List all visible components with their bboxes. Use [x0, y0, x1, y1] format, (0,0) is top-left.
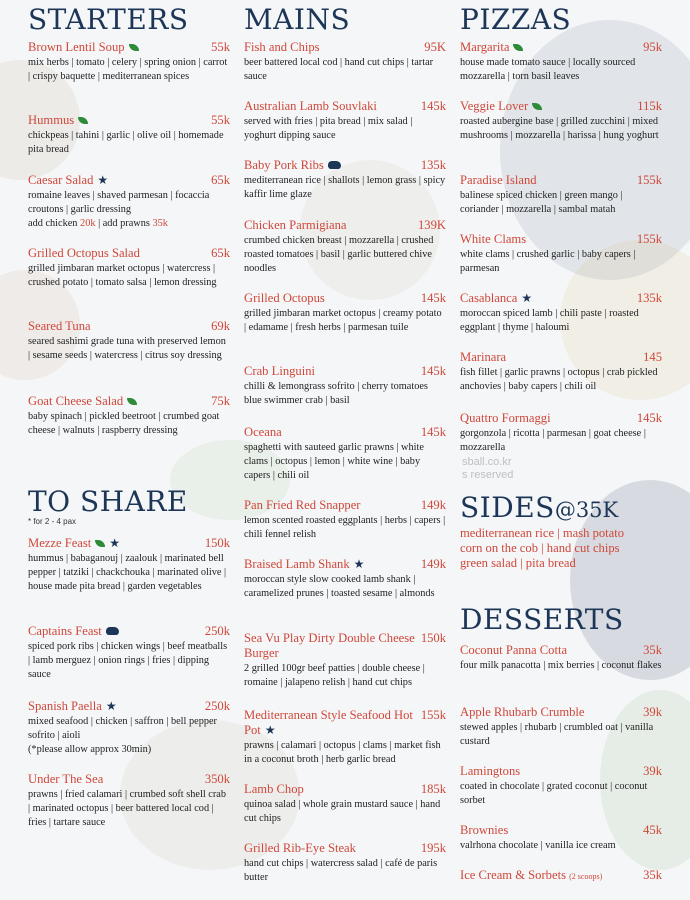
- menu-item-header: [460, 823, 662, 838]
- menu-item-grilled-octopus: [244, 291, 446, 335]
- menu-item-addons: [28, 217, 230, 231]
- menu-item-price: 149k: [420, 498, 446, 512]
- menu-item-name-text: Hummus: [28, 113, 75, 127]
- menu-item-header: [244, 708, 446, 738]
- menu-item-price: 250k: [204, 699, 230, 713]
- menu-item-price: 250k: [204, 624, 230, 638]
- leaf-icon: [532, 103, 542, 110]
- menu-item-name-text: Brownies: [460, 823, 509, 837]
- star-icon: ★: [97, 172, 109, 187]
- menu-item-header: [460, 411, 662, 426]
- menu-item-price: 75k: [211, 394, 230, 408]
- menu-item-crab-linguini: [244, 364, 446, 408]
- menu-item-name: [28, 699, 117, 714]
- menu-item-spanish-paella: [28, 699, 230, 758]
- menu-item-name-text: Ice Cream & Sorbets: [460, 868, 566, 882]
- menu-item-price: 139K: [418, 218, 446, 232]
- pig-icon: [328, 161, 341, 169]
- menu-item-name: [460, 232, 526, 247]
- menu-item-header: [28, 394, 230, 409]
- menu-item-description: balinese spiced chicken | green mango | coriander | mozzarella | sambal matah: [460, 190, 623, 216]
- star-icon: ★: [521, 290, 533, 305]
- menu-item-header: [460, 291, 662, 306]
- menu-item-name: [28, 173, 108, 188]
- menu-item-name: [244, 425, 282, 440]
- menu-item-price: 195k: [420, 841, 446, 855]
- menu-item-name-text: Mediterranean Style Seafood Hot Pot: [244, 708, 413, 737]
- menu-item-name-text: Sea Vu Play Dirty Double Cheese Burger: [244, 631, 415, 660]
- menu-item-price: 135k: [420, 158, 446, 172]
- leaf-icon: [127, 398, 137, 405]
- menu-item-name: [244, 291, 325, 306]
- menu-item-name: [460, 350, 506, 365]
- menu-item-description: grilled jimbaran market octopus | watercress | crushed potato | tomato salsa | lemon dressing: [28, 263, 217, 289]
- menu-item-hummus: [28, 113, 230, 157]
- menu-item-description: spiced pork ribs | chicken wings | beef meatballs | lamb merguez | onion rings | fries | dipping sauce: [28, 641, 228, 681]
- pig-icon: [106, 627, 119, 635]
- menu-item-name: [460, 705, 585, 720]
- pizzas-heading: PIZZAS: [460, 3, 572, 36]
- menu-item-description: romaine leaves | shaved parmesan | focaccia croutons | garlic dressing: [28, 190, 210, 216]
- menu-item-name: [460, 411, 551, 426]
- menu-item-price: 65k: [211, 246, 230, 260]
- menu-item-name: [244, 40, 320, 55]
- menu-item-header: [244, 218, 446, 233]
- menu-item-name-text: Grilled Rib-Eye Steak: [244, 841, 356, 855]
- watermark-line: s reserved: [462, 469, 514, 481]
- menu-item-name: [460, 173, 537, 188]
- menu-item-header: [28, 699, 230, 714]
- menu-item-name-text: Seared Tuna: [28, 319, 91, 333]
- menu-item-name: [244, 631, 417, 661]
- menu-item-header: [244, 782, 446, 797]
- desserts-heading: DESSERTS: [460, 603, 624, 636]
- menu-item-header: [28, 113, 230, 128]
- menu-item-grilled-rib-eye-steak: [244, 841, 446, 885]
- menu-item-name-text: Goat Cheese Salad: [28, 394, 124, 408]
- menu-item-braised-lamb-shank: [244, 557, 446, 601]
- menu-item-brownies: [460, 823, 662, 853]
- menu-item-name-text: Oceana: [244, 425, 282, 439]
- menu-item-description: moroccan style slow cooked lamb shank | caramelized prunes | toasted sesame | almonds: [244, 574, 435, 600]
- menu-item-price: 145k: [420, 99, 446, 113]
- menu-item-header: [460, 40, 662, 55]
- menu-item-price: 155k: [636, 173, 662, 187]
- starters-heading: STARTERS: [28, 3, 189, 36]
- sides-price: @35K: [554, 498, 619, 522]
- menu-item-name-text: White Clams: [460, 232, 527, 246]
- menu-item-veggie-lover: [460, 99, 662, 143]
- sides-line: mediterranean rice | mash potato: [460, 526, 625, 540]
- menu-item-price: 35k: [643, 868, 662, 882]
- menu-item-name-text: Caesar Salad: [28, 173, 94, 187]
- menu-item-description: gorgonzola | ricotta | parmesan | goat cheese | mozzarella: [460, 428, 646, 454]
- menu-item-name: [460, 764, 520, 779]
- menu-item-description: moroccan spiced lamb | chili paste | roasted eggplant | thyme | haloumi: [460, 308, 639, 334]
- menu-item-price: 135k: [636, 291, 662, 305]
- menu-item-price: 145k: [420, 291, 446, 305]
- menu-item-description: roasted aubergine base | grilled zucchini | mixed mushrooms | mozzarella | harissa | hung yoghurt: [460, 116, 659, 142]
- menu-item-subnote: (2 scoops): [569, 872, 603, 881]
- menu-item-name-text: Pan Fried Red Snapper: [244, 498, 361, 512]
- menu-item-header: [244, 291, 446, 306]
- menu-item-header: [244, 425, 446, 440]
- menu-item-white-clams: [460, 232, 662, 276]
- menu-item-price: 155k: [420, 708, 446, 722]
- menu-item-price: 145: [643, 350, 662, 364]
- menu-item-marinara: [460, 350, 662, 394]
- menu-item-name-text: Lamb Chop: [244, 782, 304, 796]
- menu-item-header: [244, 498, 446, 513]
- menu-item-header: [28, 40, 230, 55]
- menu-item-name: [460, 40, 523, 55]
- menu-item-name: [28, 624, 119, 639]
- sides-title: SIDES: [460, 491, 555, 524]
- menu-item-name-text: Crab Linguini: [244, 364, 316, 378]
- menu-item-price: 39k: [643, 764, 662, 778]
- menu-item-seared-tuna: [28, 319, 230, 363]
- menu-item-name: [244, 218, 346, 233]
- menu-item-name: [460, 868, 602, 884]
- menu-item-name-text: Coconut Panna Cotta: [460, 643, 568, 657]
- menu-item-name-text: Captains Feast: [28, 624, 102, 638]
- leaf-icon: [78, 117, 88, 124]
- menu-item-description: prawns | fried calamari | crumbed soft shell crab | marinated octopus | beer battered local cod | fries | tartare sauce: [28, 789, 226, 829]
- menu-item-mezze-feast: [28, 536, 230, 595]
- menu-item-name: [460, 823, 508, 838]
- menu-item-header: [28, 173, 230, 188]
- menu-item-caesar-salad: [28, 173, 230, 232]
- leaf-icon: [513, 44, 523, 51]
- menu-item-price: 115k: [637, 99, 662, 113]
- menu-item-price: 55k: [211, 113, 230, 127]
- menu-item-sea-vu-play-dirty-double-cheese-burger: [244, 631, 446, 690]
- menu-item-header: [28, 246, 230, 261]
- menu-item-name-text: Casablanca: [460, 291, 518, 305]
- menu-item-header: [244, 40, 446, 55]
- menu-item-header: [28, 319, 230, 334]
- menu-item-description: mixed seafood | chicken | saffron | bell pepper sofrito | aioli: [28, 716, 217, 742]
- menu-item-lamingtons: [460, 764, 662, 808]
- menu-item-price: 145k: [420, 364, 446, 378]
- menu-item-price: 45k: [643, 823, 662, 837]
- menu-item-description: fish fillet | garlic prawns | octopus | crab pickled anchovies | baby capers | chili oil: [460, 367, 658, 393]
- menu-item-name: [28, 113, 88, 128]
- menu-item-name: [28, 319, 91, 334]
- watermark: [462, 456, 513, 482]
- menu-item-name: [28, 246, 140, 261]
- menu-item-coconut-panna-cotta: [460, 643, 662, 673]
- menu-item-name: [28, 536, 120, 551]
- menu-item-pan-fried-red-snapper: [244, 498, 446, 542]
- menu-item-name: [244, 557, 364, 572]
- menu-item-price: 95k: [643, 40, 662, 54]
- menu-item-header: [460, 764, 662, 779]
- menu-item-price: 69k: [211, 319, 230, 333]
- addon-label: add chicken: [28, 218, 81, 230]
- menu-item-header: [460, 232, 662, 247]
- menu-item-under-the-sea: [28, 772, 230, 831]
- menu-item-name-text: Marinara: [460, 350, 507, 364]
- menu-item-header: [28, 772, 230, 787]
- menu-item-price: 150k: [420, 631, 446, 645]
- menu-item-header: [460, 99, 662, 114]
- menu-item-oceana: [244, 425, 446, 484]
- menu-item-name: [244, 708, 417, 738]
- sides-list: [460, 526, 690, 571]
- menu-item-name-text: Lamingtons: [460, 764, 521, 778]
- menu-item-description: beer battered local cod | hand cut chips | tartar sauce: [244, 57, 434, 83]
- menu-item-description: baby spinach | pickled beetroot | crumbed goat cheese | walnuts | raspberry dressing: [28, 411, 220, 437]
- menu-item-name: [460, 99, 542, 114]
- menu-item-description: lemon scented roasted eggplants | herbs | capers | chili fennel relish: [244, 515, 446, 541]
- menu-item-description: seared sashimi grade tuna with preserved lemon | sesame seeds | watercress | citrus soy dressing: [28, 336, 226, 362]
- star-icon: ★: [353, 556, 365, 571]
- menu-item-grilled-octopus-salad: [28, 246, 230, 290]
- menu-item-price: 145k: [420, 425, 446, 439]
- sides-line: green salad | pita bread: [460, 556, 576, 570]
- menu-item-header: [460, 350, 662, 365]
- menu-item-price: 185k: [420, 782, 446, 796]
- menu-item-description: chilli & lemongrass sofrito | cherry tomatoes blue swimmer crab | basil: [244, 381, 428, 407]
- menu-item-description: white clams | crushed garlic | baby capers | parmesan: [460, 249, 636, 275]
- menu-item-goat-cheese-salad: [28, 394, 230, 438]
- menu-item-header: [460, 173, 662, 188]
- menu-item-description: four milk panacotta | mix berries | coconut flakes: [460, 660, 662, 671]
- menu-item-header: [28, 536, 230, 551]
- menu-item-mediterranean-style-seafood-hot-pot: [244, 708, 446, 767]
- menu-item-baby-pork-ribs: [244, 158, 446, 202]
- menu-item-description: grilled jimbaran market octopus | creamy potato | edamame | fresh herbs | parmesan tuile: [244, 308, 442, 334]
- menu-item-casablanca: [460, 291, 662, 335]
- menu-item-name-text: Apple Rhubarb Crumble: [460, 705, 585, 719]
- to-share-note: * for 2 - 4 pax: [28, 517, 77, 526]
- menu-item-apple-rhubarb-crumble: [460, 705, 662, 749]
- menu-item-description: mix herbs | tomato | celery | spring onion | carrot | crispy baquette | mediterranean spices: [28, 57, 228, 83]
- menu-item-header: [244, 158, 446, 173]
- menu-item-name: [460, 643, 567, 658]
- menu-item-name: [244, 782, 304, 797]
- menu-item-paradise-island: [460, 173, 662, 217]
- menu-item-description: mediterranean rice | shallots | lemon grass | spicy kaffir lime glaze: [244, 175, 446, 201]
- menu-item-description: coated in chocolate | grated coconut | coconut sorbet: [460, 781, 648, 807]
- menu-item-name-text: Grilled Octopus Salad: [28, 246, 140, 260]
- menu-item-description: valrhona chocolate | vanilla ice cream: [460, 840, 616, 851]
- star-icon: ★: [109, 535, 121, 550]
- menu-item-header: [460, 705, 662, 720]
- menu-item-description: chickpeas | tahini | garlic | olive oil | homemade pita bread: [28, 130, 224, 156]
- menu-item-name: [244, 841, 356, 856]
- menu-item-name-text: Under The Sea: [28, 772, 104, 786]
- menu-item-name-text: Brown Lentil Soup: [28, 40, 125, 54]
- menu-item-description: 2 grilled 100gr beef patties | double cheese | romaine | jalapeno relish | hand cut chips: [244, 663, 425, 689]
- menu-item-captains-feast: [28, 624, 230, 683]
- menu-item-description: crumbed chicken breast | mozzarella | crushed roasted tomatoes | basil | garlic buttered chive noodles: [244, 235, 434, 275]
- menu-item-price: 145k: [636, 411, 662, 425]
- menu-item-price: 65k: [211, 173, 230, 187]
- menu-item-header: [460, 643, 662, 658]
- menu-item-name: [244, 158, 341, 173]
- menu-item-fish-and-chips: [244, 40, 446, 84]
- menu-item-header: [460, 868, 662, 884]
- menu-item-price: 149k: [420, 557, 446, 571]
- menu-item-price: 35k: [643, 643, 662, 657]
- star-icon: ★: [264, 722, 276, 737]
- menu-item-name-text: Spanish Paella: [28, 699, 102, 713]
- menu-item-note: (*please allow approx 30min): [28, 744, 152, 756]
- leaf-icon: [95, 540, 105, 547]
- menu-item-name: [460, 291, 532, 306]
- addon-price: 20k: [80, 218, 96, 230]
- sides-heading: [460, 491, 619, 524]
- menu-item-description: quinoa salad | whole grain mustard sauce | hand cut chips: [244, 799, 441, 825]
- menu-item-name: [244, 498, 360, 513]
- addon-label: | add prawns: [95, 218, 153, 230]
- menu-item-name-text: Veggie Lover: [460, 99, 529, 113]
- to-share-heading: TO SHARE: [28, 485, 188, 518]
- menu-item-name-text: Margarita: [460, 40, 510, 54]
- menu-item-description: hand cut chips | watercress salad | café de paris butter: [244, 858, 438, 884]
- menu-item-quattro-formaggi: [460, 411, 662, 455]
- menu-item-price: 55k: [211, 40, 230, 54]
- leaf-icon: [129, 44, 139, 51]
- menu-item-description: prawns | calamari | octopus | clams | market fish in a coconut broth | herb garlic bread: [244, 740, 441, 766]
- menu-item-price: 350k: [204, 772, 230, 786]
- menu-item-ice-cream-sorbets: [460, 868, 662, 884]
- menu-item-header: [244, 631, 446, 661]
- menu-item-name-text: Australian Lamb Souvlaki: [244, 99, 377, 113]
- menu-item-name-text: Baby Pork Ribs: [244, 158, 324, 172]
- menu-item-name-text: Fish and Chips: [244, 40, 320, 54]
- menu-item-name: [28, 40, 139, 55]
- menu-item-chicken-parmigiana: [244, 218, 446, 277]
- menu-item-header: [244, 364, 446, 379]
- sides-line: corn on the cob | hand cut chips: [460, 541, 620, 555]
- menu-item-name-text: Quattro Formaggi: [460, 411, 551, 425]
- menu-item-price: 39k: [643, 705, 662, 719]
- watermark-line: sball.co.kr: [462, 456, 512, 468]
- menu-item-header: [244, 841, 446, 856]
- menu-item-price: 150k: [204, 536, 230, 550]
- star-icon: ★: [105, 698, 117, 713]
- menu-item-name-text: Braised Lamb Shank: [244, 557, 350, 571]
- menu-item-brown-lentil-soup: [28, 40, 230, 84]
- menu-item-name: [244, 99, 377, 114]
- menu-item-description: stewed apples | rhubarb | crumbled oat | vanilla custard: [460, 722, 654, 748]
- menu-item-name-text: Mezze Feast: [28, 536, 92, 550]
- menu-item-description: house made tomato sauce | locally sourced mozzarella | torn basil leaves: [460, 57, 636, 83]
- menu-item-name-text: Grilled Octopus: [244, 291, 325, 305]
- menu-item-name: [244, 364, 315, 379]
- addon-price: 35k: [152, 218, 168, 230]
- menu-item-name: [28, 772, 103, 787]
- menu-item-description: spaghetti with sauteed garlic prawns | white clams | octopus | lemon | white wine | baby capers | chili oil: [244, 442, 424, 482]
- menu-item-australian-lamb-souvlaki: [244, 99, 446, 143]
- menu-item-name-text: Chicken Parmigiana: [244, 218, 347, 232]
- menu-item-margarita: [460, 40, 662, 84]
- menu-item-description: served with fries | pita bread | mix salad | yoghurt dipping sauce: [244, 116, 413, 142]
- menu-item-description: hummus | babaganouj | zaalouk | marinated bell pepper | tatziki | chackchouka | marinated olive | house made pita bread | garden vegetables: [28, 553, 227, 593]
- mains-heading: MAINS: [244, 3, 351, 36]
- menu-item-header: [244, 557, 446, 572]
- menu-item-price: 155k: [636, 232, 662, 246]
- menu-item-header: [28, 624, 230, 639]
- menu-item-header: [244, 99, 446, 114]
- menu-item-name-text: Paradise Island: [460, 173, 537, 187]
- menu-item-name: [28, 394, 137, 409]
- menu-item-price: 95K: [424, 40, 446, 54]
- menu-item-lamb-chop: [244, 782, 446, 826]
